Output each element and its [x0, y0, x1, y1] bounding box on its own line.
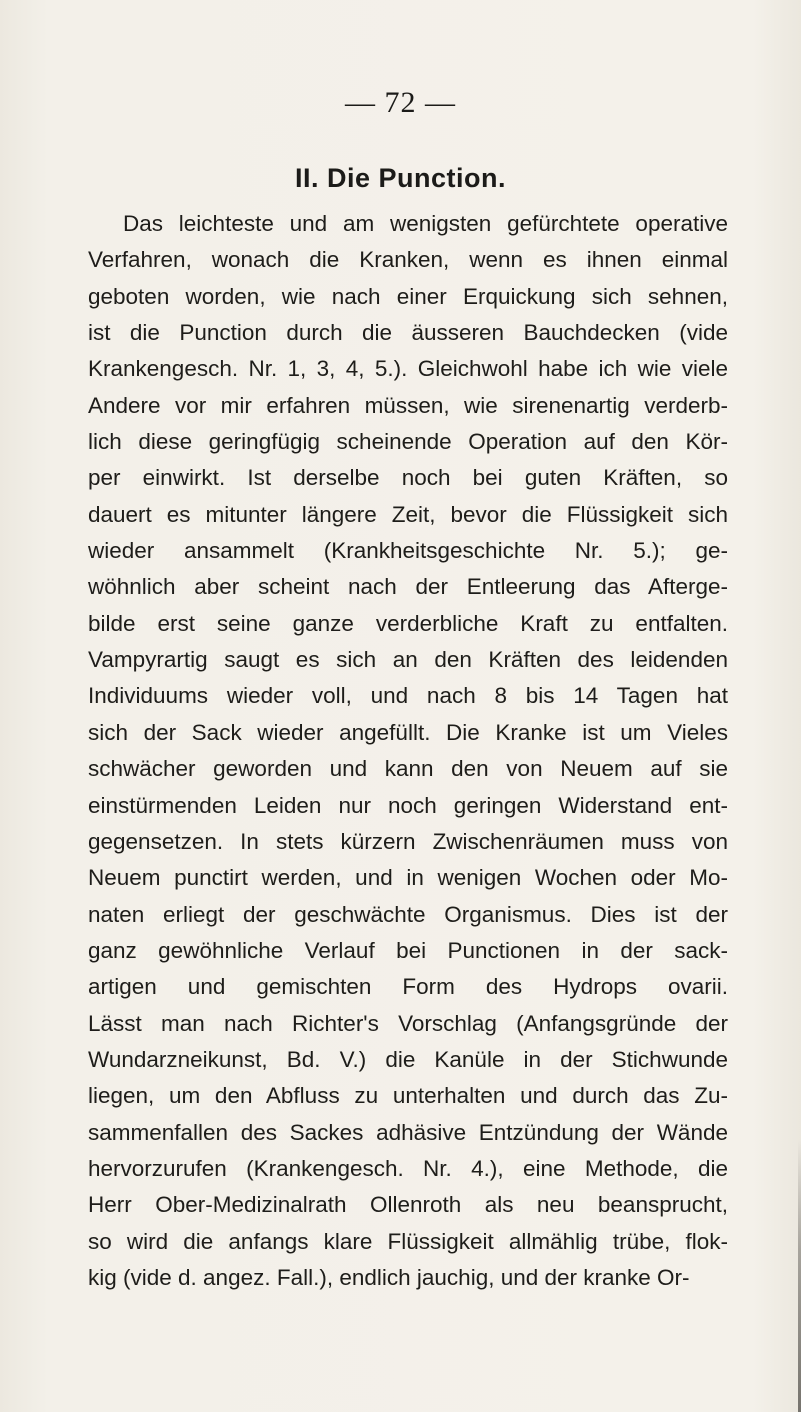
- text-line: Herr Ober-Medizinalrath Ollenroth als neu beansprucht,: [88, 1192, 728, 1218]
- body-text: [88, 206, 728, 1296]
- text-line: lich diese geringfügig scheinende Operation auf den Kör-: [88, 429, 728, 455]
- text-line: wieder ansammelt (Krankheitsgeschichte Nr. 5.); ge-: [88, 538, 728, 564]
- text-line: Neuem punctirt werden, und in wenigen Wochen oder Mo-: [88, 865, 728, 891]
- text-line: hervorzurufen (Krankengesch. Nr. 4.), eine Methode, die: [88, 1155, 728, 1181]
- text-line: so wird die anfangs klare Flüssigkeit allmählig trübe, flok-: [88, 1228, 728, 1254]
- page-number: — 72 —: [345, 86, 456, 119]
- text-line: Andere vor mir erfahren müssen, wie sirenenartig verderb-: [88, 392, 728, 418]
- text-line: Wundarzneikunst, Bd. V.) die Kanüle in der Stichwunde: [88, 1046, 728, 1072]
- text-line: ist die Punction durch die äusseren Bauchdecken (vide: [88, 320, 728, 346]
- text-line: Verfahren, wonach die Kranken, wenn es ihnen einmal: [88, 247, 728, 273]
- text-line: sammenfallen des Sackes adhäsive Entzündung der Wände: [88, 1119, 728, 1145]
- text-line: Lässt man nach Richter's Vorschlag (Anfangsgründe der: [88, 1010, 728, 1036]
- text-line: ganz gewöhnliche Verlauf bei Punctionen in der sack-: [88, 937, 728, 963]
- text-line: Vampyrartig saugt es sich an den Kräften des leidenden: [88, 647, 728, 673]
- text-line: sich der Sack wieder angefüllt. Die Kranke ist um Vieles: [88, 719, 728, 745]
- text-line: geboten worden, wie nach einer Erquickung sich sehnen,: [88, 283, 728, 309]
- text-line: artigen und gemischten Form des Hydrops ovarii.: [88, 974, 728, 1000]
- text-line: Individuums wieder voll, und nach 8 bis 14 Tagen hat: [88, 683, 728, 709]
- text-line: Krankengesch. Nr. 1, 3, 4, 5.). Gleichwohl habe ich wie viele: [88, 356, 728, 382]
- text-line: wöhnlich aber scheint nach der Entleerung das Afterge-: [88, 574, 728, 600]
- text-line: liegen, um den Abfluss zu unterhalten und durch das Zu-: [88, 1083, 728, 1109]
- text-line: per einwirkt. Ist derselbe noch bei guten Kräften, so: [88, 465, 728, 491]
- text-line: naten erliegt der geschwächte Organismus. Dies ist der: [88, 901, 728, 927]
- text-line: gegensetzen. In stets kürzern Zwischenräumen muss von: [88, 828, 728, 854]
- text-line: schwächer geworden und kann den von Neuem auf sie: [88, 756, 728, 782]
- text-line: bilde erst seine ganze verderbliche Kraft zu entfalten.: [88, 610, 728, 636]
- text-line: Das leichteste und am wenigsten gefürchtete operative: [123, 211, 728, 236]
- text-line: kig (vide d. angez. Fall.), endlich jauchig, und der kranke Or-: [88, 1264, 690, 1290]
- section-heading: II. Die Punction.: [294, 163, 506, 193]
- text-line: dauert es mitunter längere Zeit, bevor die Flüssigkeit sich: [88, 501, 728, 527]
- text-line: einstürmenden Leiden nur noch geringen Widerstand ent-: [88, 792, 728, 818]
